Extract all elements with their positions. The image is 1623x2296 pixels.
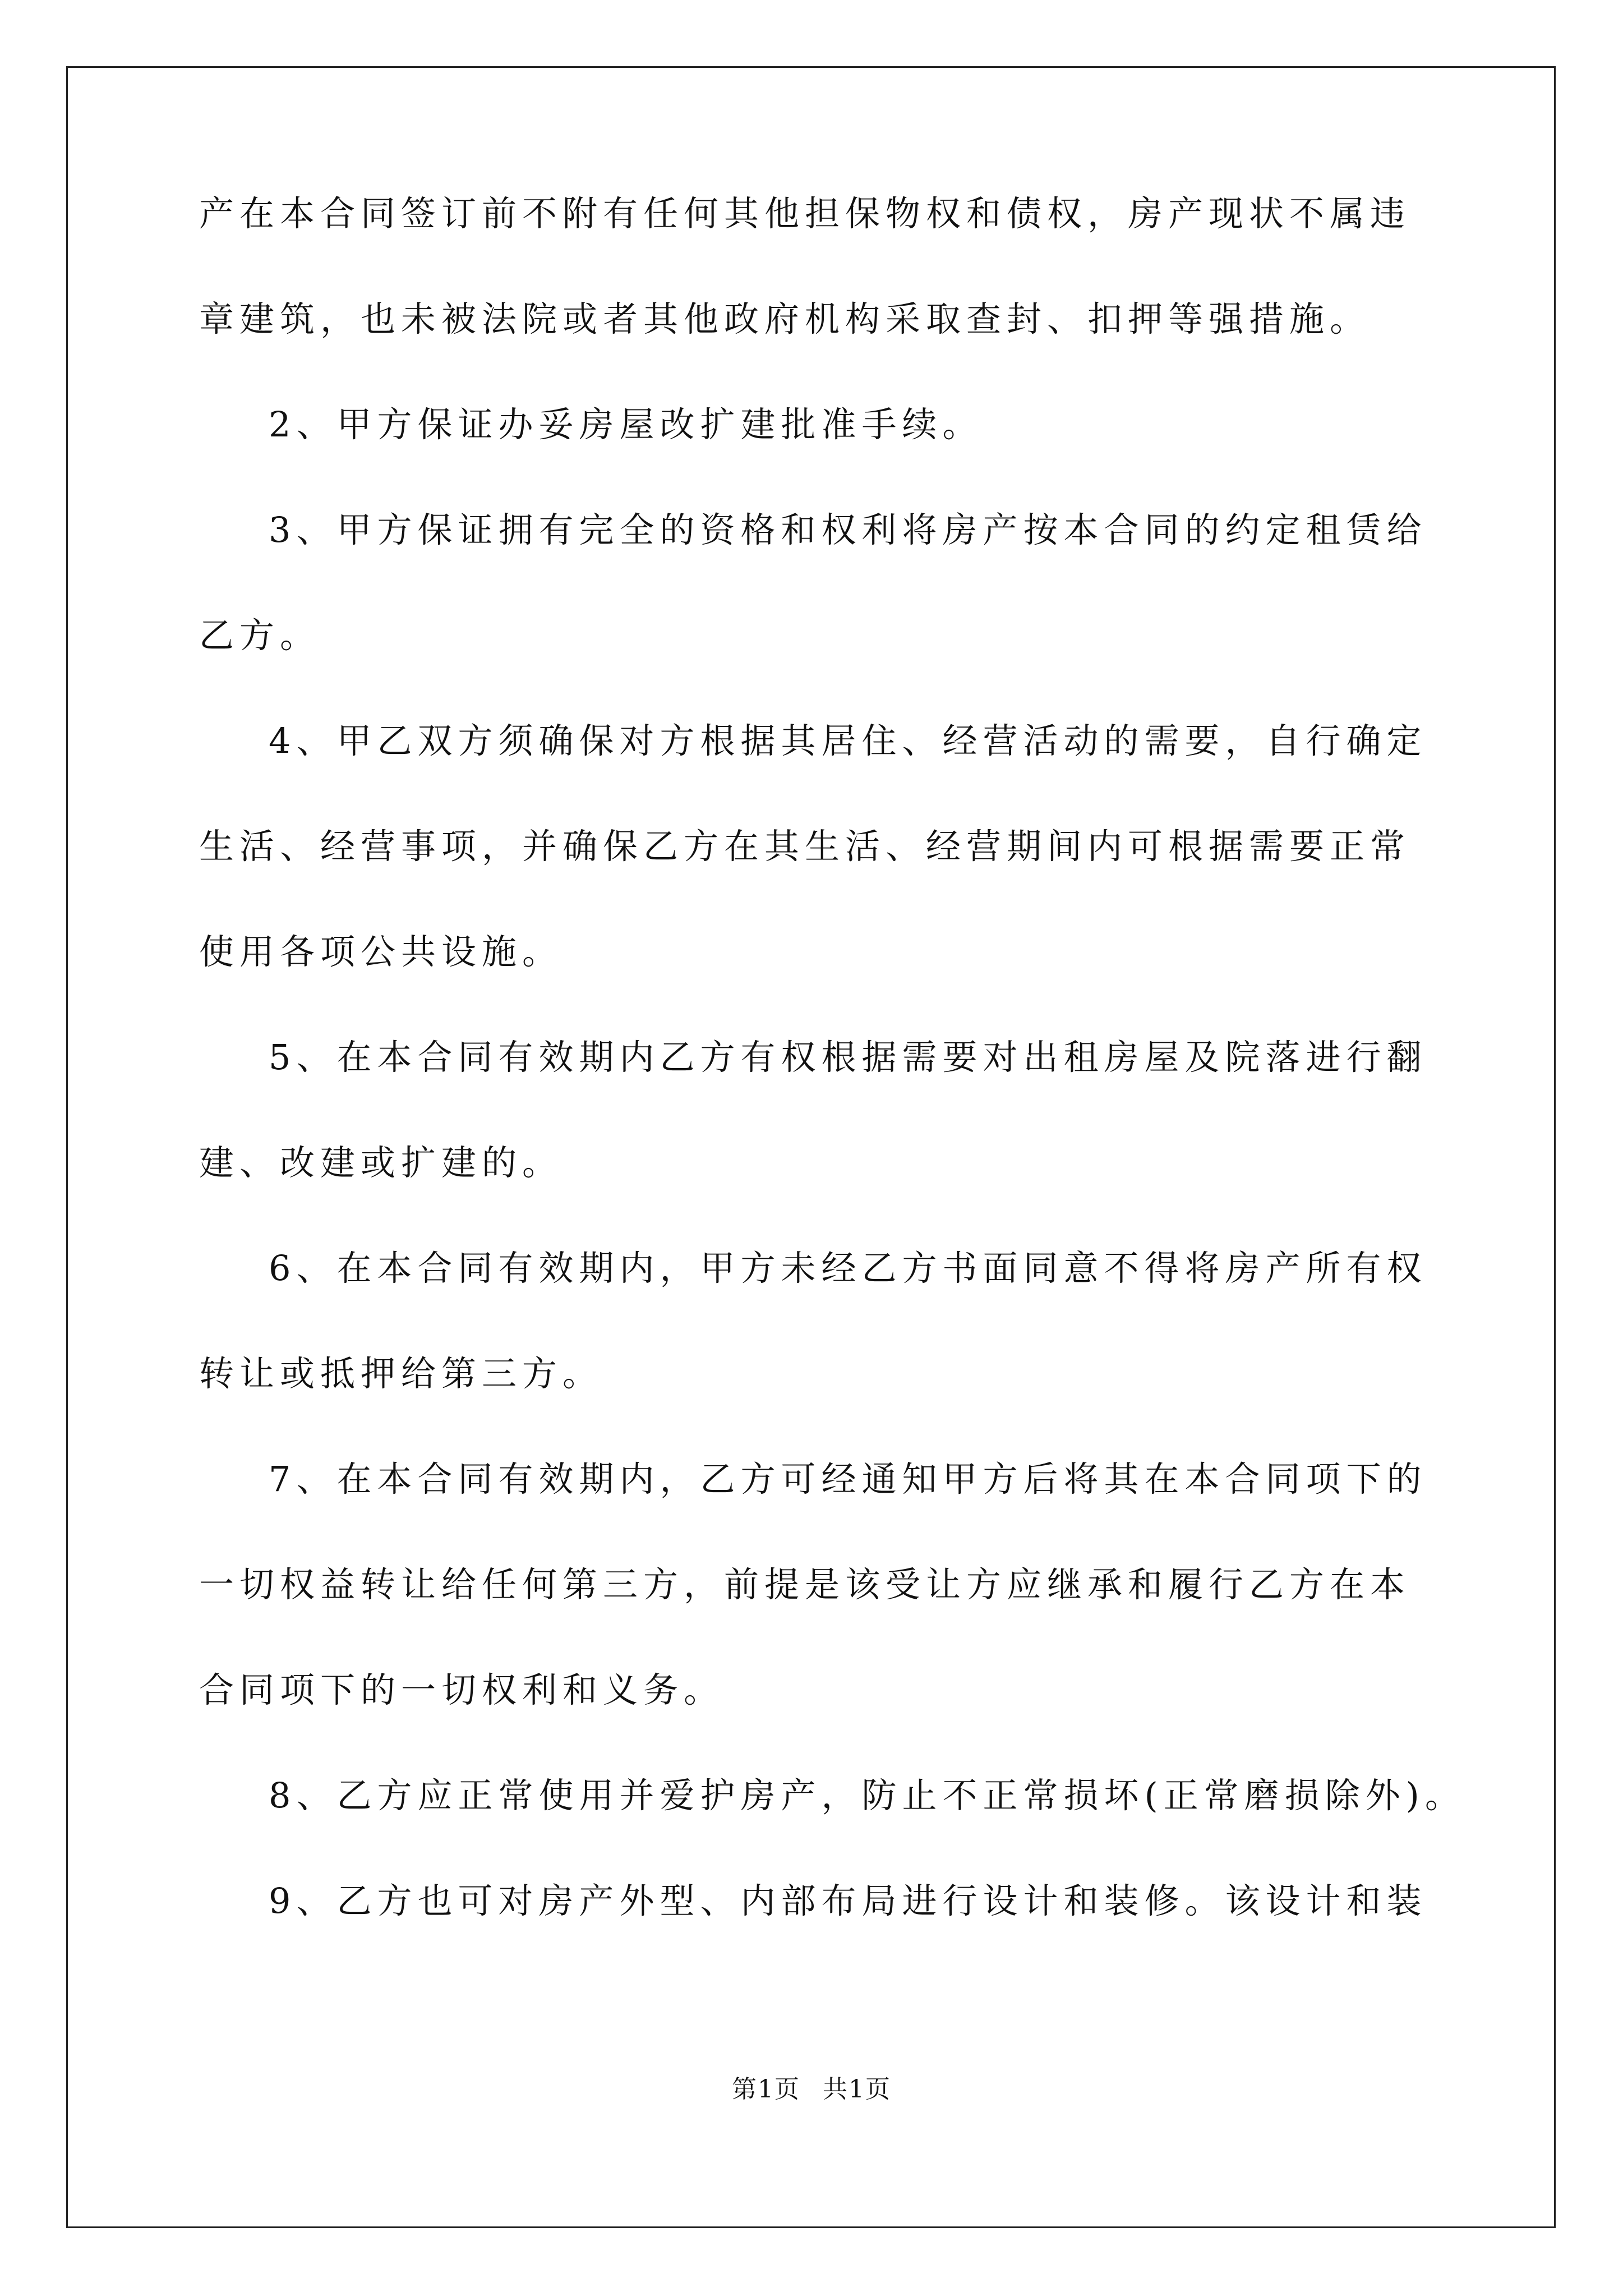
page-total: 共1页	[823, 2075, 891, 2104]
text-line: 生活、经营事项，并确保乙方在其生活、经营期间内可根据需要正常	[199, 826, 1411, 867]
clause-6: 6、在本合同有效期内，甲方未经乙方书面同意不得将房产所有权	[269, 1248, 1427, 1289]
clause-7: 7、在本合同有效期内，乙方可经通知甲方后将其在本合同项下的	[269, 1458, 1427, 1499]
page-footer	[0, 2077, 1623, 2102]
clause-5: 5、在本合同有效期内乙方有权根据需要对出租房屋及院落进行翻	[269, 1037, 1427, 1078]
clause-2: 2、甲方保证办妥房屋改扩建批准手续。	[269, 404, 983, 445]
text-line: 章建筑，也未被法院或者其他政府机构采取查封、扣押等强措施。	[199, 298, 1371, 339]
text-line: 一切权益转让给任何第三方，前提是该受让方应继承和履行乙方在本	[199, 1564, 1411, 1605]
text-line: 乙方。	[199, 615, 321, 656]
page-number: 第1页	[732, 2075, 800, 2104]
text-line: 产在本合同签订前不附有任何其他担保物权和债权，房产现状不属违	[199, 193, 1411, 234]
clause-8: 8、乙方应正常使用并爱护房产，防止不正常损坏(正常磨损除外)。	[269, 1775, 1465, 1816]
document-body	[199, 193, 1465, 1989]
clause-9: 9、乙方也可对房产外型、内部布局进行设计和装修。该设计和装	[269, 1880, 1427, 1921]
text-line: 建、改建或扩建的。	[199, 1142, 563, 1183]
text-line: 合同项下的一切权利和义务。	[199, 1669, 725, 1710]
text-line: 转让或抵押给第三方。	[199, 1353, 603, 1394]
clause-3: 3、甲方保证拥有完全的资格和权利将房产按本合同的约定租赁给	[269, 509, 1427, 550]
clause-4: 4、甲乙双方须确保对方根据其居住、经营活动的需要，自行确定	[269, 720, 1427, 761]
text-line: 使用各项公共设施。	[199, 931, 563, 972]
